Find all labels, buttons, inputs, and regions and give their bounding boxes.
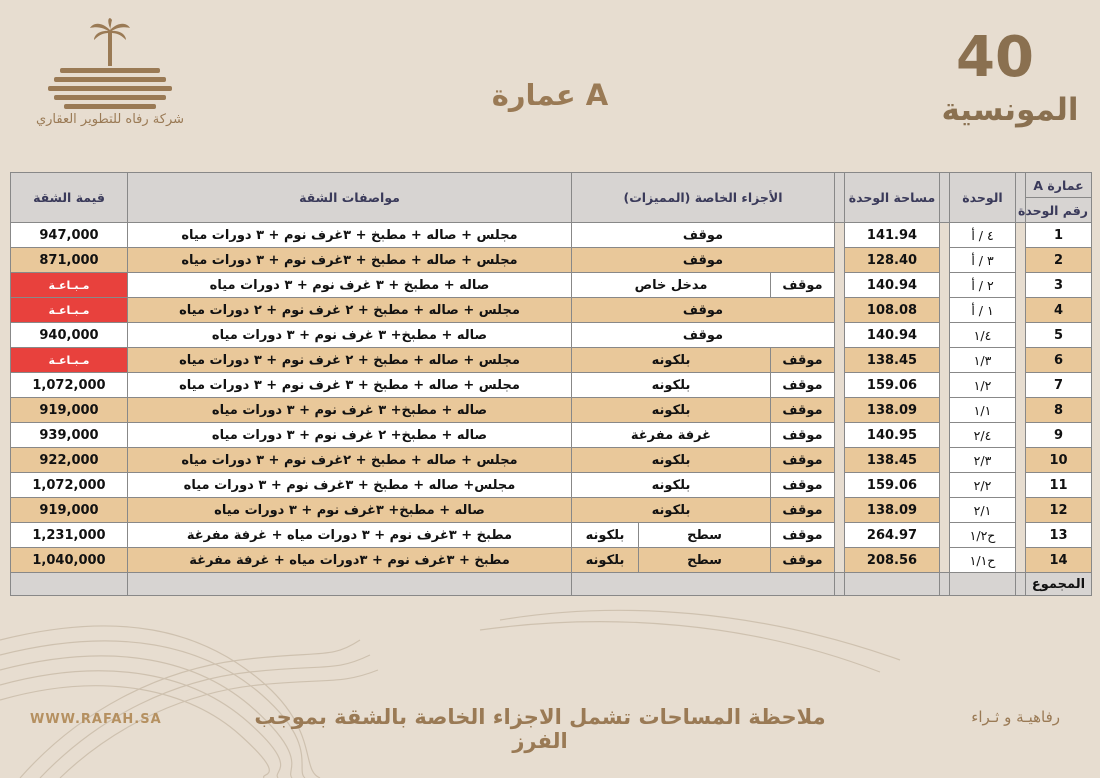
price-cell: مـبـاعـة bbox=[11, 273, 128, 298]
palm-tree-logo-icon bbox=[40, 18, 180, 110]
feature-cell: مدخل خاص bbox=[572, 273, 771, 298]
unit-cell: ٢/٤ bbox=[950, 423, 1016, 448]
price-cell: 922,000 bbox=[11, 448, 128, 473]
unit-cell: ٢/٣ bbox=[950, 448, 1016, 473]
company-logo bbox=[10, 18, 210, 148]
unit-number-cell: 8 bbox=[1026, 398, 1092, 423]
price-header: قيمة الشقة bbox=[11, 173, 128, 223]
price-cell: 1,231,000 bbox=[11, 523, 128, 548]
feature-cell: موقف bbox=[771, 498, 835, 523]
price-cell: مـبـاعـة bbox=[11, 348, 128, 373]
table-row bbox=[11, 298, 1092, 323]
unit-cell: ١/٤ bbox=[950, 323, 1016, 348]
unit-cell: ح١/٢ bbox=[950, 523, 1016, 548]
spacer bbox=[940, 398, 950, 423]
table-row bbox=[11, 348, 1092, 373]
unit-number-cell: 4 bbox=[1026, 298, 1092, 323]
area-cell: 128.40 bbox=[845, 248, 940, 273]
spacer bbox=[835, 448, 845, 473]
table-row bbox=[11, 273, 1092, 298]
area-cell: 140.94 bbox=[845, 273, 940, 298]
spacer bbox=[940, 473, 950, 498]
specs-cell: مطبخ + ٣غرف نوم + ٣ دورات مياه + غرفة مفرغة bbox=[128, 523, 572, 548]
price-cell: 871,000 bbox=[11, 248, 128, 273]
price-cell: 1,072,000 bbox=[11, 373, 128, 398]
unit-cell: ١/٢ bbox=[950, 373, 1016, 398]
spacer bbox=[835, 498, 845, 523]
area-header: مساحة الوحدة bbox=[845, 173, 940, 223]
feature-cell: موقف bbox=[771, 448, 835, 473]
feature-cell: موقف bbox=[771, 523, 835, 548]
spacer bbox=[1016, 248, 1026, 273]
specs-cell: مجلس + صاله + مطبخ + ٣ غرف نوم + ٣ دورات مياه bbox=[128, 373, 572, 398]
feature-cell: موقف bbox=[771, 273, 835, 298]
area-cell: 140.95 bbox=[845, 423, 940, 448]
spacer bbox=[835, 223, 845, 248]
unit-cell: ٢/١ bbox=[950, 498, 1016, 523]
table-row bbox=[11, 473, 1092, 498]
feature-cell: موقف bbox=[771, 473, 835, 498]
feature-cell: بلكونه bbox=[572, 548, 639, 573]
feature-cell: سطح bbox=[639, 523, 771, 548]
feature-cell: موقف bbox=[771, 423, 835, 448]
specs-cell: صاله + مطبخ + ٣ غرف نوم + ٣ دورات مياه bbox=[128, 273, 572, 298]
spacer bbox=[1016, 548, 1026, 573]
price-cell: 1,040,000 bbox=[11, 548, 128, 573]
specs-cell: مطبخ + ٣غرف نوم + ٣دورات مياه + غرفة مفرغة bbox=[128, 548, 572, 573]
units-table bbox=[10, 172, 1092, 596]
company-name: شركة رفاه للتطوير العقاري bbox=[35, 112, 185, 127]
unit-cell: ١/١ bbox=[950, 398, 1016, 423]
table-row bbox=[11, 398, 1092, 423]
table-row bbox=[11, 323, 1092, 348]
unit-number-cell: 7 bbox=[1026, 373, 1092, 398]
specs-cell: صاله + مطبخ+ ٣غرف نوم + ٣ دورات مياه bbox=[128, 498, 572, 523]
unit-number-cell: 11 bbox=[1026, 473, 1092, 498]
spacer bbox=[835, 298, 845, 323]
unit-cell: ٣ / أ bbox=[950, 248, 1016, 273]
feature-cell: غرفة مفرغة bbox=[572, 423, 771, 448]
unit-number-header: رقم الوحدة bbox=[1026, 198, 1092, 223]
price-cell: 947,000 bbox=[11, 223, 128, 248]
unit-cell: ١ / أ bbox=[950, 298, 1016, 323]
table-row bbox=[11, 373, 1092, 398]
unit-number-cell: 2 bbox=[1026, 248, 1092, 273]
area-cell: 159.06 bbox=[845, 373, 940, 398]
spacer bbox=[835, 248, 845, 273]
building-label-header: عمارة A bbox=[1026, 173, 1092, 198]
unit-number-cell: 6 bbox=[1026, 348, 1092, 373]
unit-number-cell: 10 bbox=[1026, 448, 1092, 473]
project-number: 40 bbox=[956, 25, 1034, 90]
spacer bbox=[940, 548, 950, 573]
table-row bbox=[11, 448, 1092, 473]
area-cell: 140.94 bbox=[845, 323, 940, 348]
specs-cell: مجلس + صاله + مطبخ + ٣غرف نوم + ٣ دورات مياه bbox=[128, 248, 572, 273]
unit-number-cell: 13 bbox=[1026, 523, 1092, 548]
specs-header: مواصفات الشقة bbox=[128, 173, 572, 223]
price-cell: مـبـاعـة bbox=[11, 298, 128, 323]
area-cell: 159.06 bbox=[845, 473, 940, 498]
spacer bbox=[940, 248, 950, 273]
building-title: عمارة A bbox=[491, 78, 609, 112]
spacer bbox=[1016, 373, 1026, 398]
project-name: المونسية bbox=[941, 92, 1079, 128]
spacer bbox=[940, 448, 950, 473]
specs-cell: صاله + مطبخ+ ٣ غرف نوم + ٣ دورات مياه bbox=[128, 323, 572, 348]
spacer bbox=[1016, 398, 1026, 423]
area-cell: 108.08 bbox=[845, 298, 940, 323]
spacer bbox=[835, 523, 845, 548]
unit-number-cell: 9 bbox=[1026, 423, 1092, 448]
table-row bbox=[11, 523, 1092, 548]
specs-cell: مجلس+ صاله + مطبخ + ٣غرف نوم + ٣ دورات مياه bbox=[128, 473, 572, 498]
unit-cell: ٢ / أ bbox=[950, 273, 1016, 298]
features-cell: موقف bbox=[572, 248, 835, 273]
spacer bbox=[1016, 498, 1026, 523]
spacer bbox=[1016, 523, 1026, 548]
spacer bbox=[835, 323, 845, 348]
feature-cell: موقف bbox=[771, 548, 835, 573]
specs-cell: مجلس + صاله + مطبخ + ٢ غرف نوم + ٣ دورات مياه bbox=[128, 348, 572, 373]
total-label: المجموع bbox=[1026, 573, 1092, 596]
specs-cell: صاله + مطبخ+ ٣ غرف نوم + ٣ دورات مياه bbox=[128, 398, 572, 423]
specs-cell: مجلس + صاله + مطبخ + ٢غرف نوم + ٣ دورات مياه bbox=[128, 448, 572, 473]
feature-cell: بلكونه bbox=[572, 448, 771, 473]
area-cell: 138.45 bbox=[845, 348, 940, 373]
features-cell: موقف bbox=[572, 298, 835, 323]
feature-cell: موقف bbox=[771, 373, 835, 398]
table-row bbox=[11, 248, 1092, 273]
spacer bbox=[1016, 423, 1026, 448]
spacer bbox=[940, 223, 950, 248]
price-cell: 939,000 bbox=[11, 423, 128, 448]
spacer bbox=[1016, 298, 1026, 323]
total-row bbox=[11, 573, 1092, 596]
area-note: ملاحظة المساحات تشمل الاجزاء الخاصة بالشقة بموجب الفرز bbox=[254, 705, 826, 753]
feature-cell: بلكونه bbox=[572, 498, 771, 523]
unit-number-cell: 14 bbox=[1026, 548, 1092, 573]
table-row bbox=[11, 423, 1092, 448]
website-link[interactable]: WWW.RAFAH.SA bbox=[30, 712, 162, 727]
spacer bbox=[835, 273, 845, 298]
spacer bbox=[835, 473, 845, 498]
table-row bbox=[11, 548, 1092, 573]
spacer bbox=[940, 323, 950, 348]
spacer bbox=[940, 498, 950, 523]
features-cell: موقف bbox=[572, 323, 835, 348]
feature-cell: بلكونه bbox=[572, 398, 771, 423]
specs-cell: مجلس + صاله + مطبخ + ٣غرف نوم + ٣ دورات مياه bbox=[128, 223, 572, 248]
feature-cell: بلكونه bbox=[572, 523, 639, 548]
spacer bbox=[940, 373, 950, 398]
price-cell: 1,072,000 bbox=[11, 473, 128, 498]
feature-cell: موقف bbox=[771, 348, 835, 373]
area-cell: 138.09 bbox=[845, 398, 940, 423]
spacer bbox=[835, 348, 845, 373]
feature-cell: بلكونه bbox=[572, 473, 771, 498]
table-row bbox=[11, 223, 1092, 248]
unit-cell: ٤ / أ bbox=[950, 223, 1016, 248]
table-row bbox=[11, 498, 1092, 523]
area-cell: 141.94 bbox=[845, 223, 940, 248]
area-cell: 208.56 bbox=[845, 548, 940, 573]
slogan: رفاهيـة و ثـراء bbox=[971, 708, 1060, 726]
spacer bbox=[1016, 273, 1026, 298]
spacer bbox=[940, 523, 950, 548]
feature-cell: بلكونه bbox=[572, 373, 771, 398]
area-cell: 264.97 bbox=[845, 523, 940, 548]
price-cell: 940,000 bbox=[11, 323, 128, 348]
unit-cell: ٢/٢ bbox=[950, 473, 1016, 498]
area-cell: 138.45 bbox=[845, 448, 940, 473]
feature-cell: موقف bbox=[771, 398, 835, 423]
spacer bbox=[835, 398, 845, 423]
spacer bbox=[940, 423, 950, 448]
spacer bbox=[940, 298, 950, 323]
spacer bbox=[1016, 323, 1026, 348]
unit-number-cell: 1 bbox=[1026, 223, 1092, 248]
unit-number-cell: 12 bbox=[1026, 498, 1092, 523]
specs-cell: صاله + مطبخ+ ٢ غرف نوم + ٣ دورات مياه bbox=[128, 423, 572, 448]
price-cell: 919,000 bbox=[11, 398, 128, 423]
spacer bbox=[1016, 223, 1026, 248]
features-header: الأجزاء الخاصة (المميزات) bbox=[572, 173, 835, 223]
unit-number-cell: 3 bbox=[1026, 273, 1092, 298]
spacer bbox=[1016, 448, 1026, 473]
specs-cell: مجلس + صاله + مطبخ + ٢ غرف نوم + ٢ دورات مياه bbox=[128, 298, 572, 323]
features-cell: موقف bbox=[572, 223, 835, 248]
feature-cell: سطح bbox=[639, 548, 771, 573]
unit-header: الوحدة bbox=[950, 173, 1016, 223]
spacer bbox=[1016, 348, 1026, 373]
unit-number-cell: 5 bbox=[1026, 323, 1092, 348]
spacer bbox=[940, 348, 950, 373]
spacer bbox=[940, 273, 950, 298]
spacer bbox=[835, 548, 845, 573]
unit-cell: ١/٣ bbox=[950, 348, 1016, 373]
area-cell: 138.09 bbox=[845, 498, 940, 523]
spacer bbox=[1016, 473, 1026, 498]
spacer bbox=[835, 373, 845, 398]
unit-cell: ح١/١ bbox=[950, 548, 1016, 573]
price-cell: 919,000 bbox=[11, 498, 128, 523]
feature-cell: بلكونه bbox=[572, 348, 771, 373]
spacer bbox=[835, 423, 845, 448]
